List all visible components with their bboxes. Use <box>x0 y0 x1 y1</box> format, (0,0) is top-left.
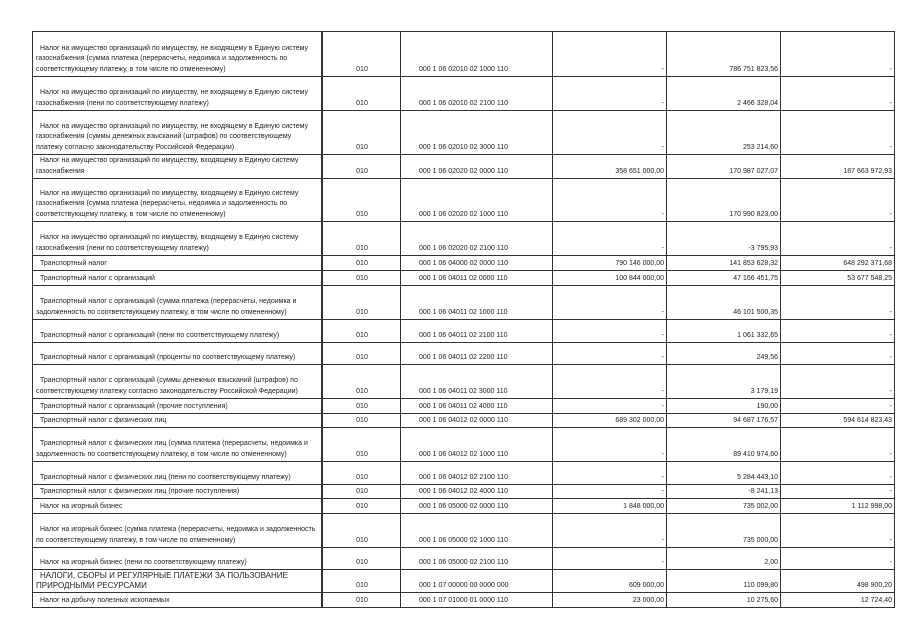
row-description: Транспортный налог с организаций (пени по соответствующему платежу) <box>33 320 323 343</box>
row-budget-code: 000 1 06 02010 02 1000 110 <box>401 32 553 77</box>
table-row <box>33 428 895 462</box>
row-budget-code: 000 1 06 04012 02 4000 110 <box>401 485 553 499</box>
row-description: Транспортный налог <box>33 256 323 271</box>
row-executed-amount: 89 410 974,60 <box>667 428 781 462</box>
row-budget-code: 000 1 06 04000 02 0000 110 <box>401 256 553 271</box>
row-executed-amount: 2 466 328,04 <box>667 77 781 111</box>
table-row <box>33 485 895 499</box>
row-executed-amount: 2,00 <box>667 548 781 570</box>
row-executed-amount: -8 241,13 <box>667 485 781 499</box>
table-row <box>33 32 895 77</box>
row-code: 010 <box>322 428 401 462</box>
row-approved-amount: - <box>553 514 667 548</box>
row-code: 010 <box>322 514 401 548</box>
table-row <box>33 222 895 256</box>
row-description: Транспортный налог с физических лиц <box>33 414 323 428</box>
row-budget-code: 000 1 06 04011 02 2200 110 <box>401 343 553 365</box>
row-executed-amount: 47 166 451,75 <box>667 271 781 286</box>
row-budget-code: 000 1 06 05000 02 2100 110 <box>401 548 553 570</box>
row-approved-amount: 100 844 000,00 <box>553 271 667 286</box>
row-description: Транспортный налог с организаций (суммы денежных взысканий (штрафов) по соответствующему платежу согласно законодательству Российской Федерации) <box>33 365 323 399</box>
row-unexecuted-amount: - <box>781 428 895 462</box>
row-unexecuted-amount: 1 112 998,00 <box>781 499 895 514</box>
row-description: Транспортный налог с организаций (сумма платежа (перерасчеты, недоимка и задолженность по соответствующему платежу, в том числе по отмененному) <box>33 286 323 320</box>
row-unexecuted-amount: - <box>781 399 895 414</box>
row-approved-amount: - <box>553 548 667 570</box>
row-executed-amount: 735 002,00 <box>667 499 781 514</box>
row-budget-code: 000 1 06 04012 02 1000 110 <box>401 428 553 462</box>
row-code: 010 <box>322 365 401 399</box>
row-code: 010 <box>322 414 401 428</box>
row-executed-amount: 94 687 176,57 <box>667 414 781 428</box>
row-unexecuted-amount: - <box>781 485 895 499</box>
table-row <box>33 286 895 320</box>
row-unexecuted-amount: 648 292 371,68 <box>781 256 895 271</box>
row-approved-amount: - <box>553 462 667 485</box>
row-code: 010 <box>322 499 401 514</box>
row-code: 010 <box>322 155 401 179</box>
row-budget-code: 000 1 07 00000 00 0000 000 <box>401 570 553 593</box>
row-approved-amount: - <box>553 485 667 499</box>
row-approved-amount: 609 000,00 <box>553 570 667 593</box>
row-executed-amount: 1 061 332,65 <box>667 320 781 343</box>
row-approved-amount: 790 146 000,00 <box>553 256 667 271</box>
row-executed-amount: 170 990 823,00 <box>667 179 781 222</box>
table-row <box>33 570 895 593</box>
table-row <box>33 593 895 608</box>
row-executed-amount: 735 000,00 <box>667 514 781 548</box>
table-row <box>33 365 895 399</box>
row-description: Налог на игорный бизнес <box>33 499 323 514</box>
row-budget-code: 000 1 06 05000 02 0000 110 <box>401 499 553 514</box>
row-unexecuted-amount: - <box>781 32 895 77</box>
table-row <box>33 320 895 343</box>
table-row <box>33 414 895 428</box>
row-description: Налог на имущество организаций по имуществу, входящему в Единую систему газоснабжения <box>33 155 323 179</box>
row-description: Налог на имущество организаций по имуществу, не входящему в Единую систему газоснабжения (суммы денежных взысканий (штрафов) по соответствующему платежу согласно законодательству Российской Федерации) <box>33 111 323 155</box>
row-description: Налог на игорный бизнес (пени по соответствующему платежу) <box>33 548 323 570</box>
row-unexecuted-amount: 594 614 823,43 <box>781 414 895 428</box>
row-budget-code: 000 1 06 02010 02 2100 110 <box>401 77 553 111</box>
row-approved-amount: - <box>553 320 667 343</box>
row-unexecuted-amount: - <box>781 365 895 399</box>
table-row <box>33 77 895 111</box>
table-row <box>33 514 895 548</box>
row-code: 010 <box>322 593 401 608</box>
table-row <box>33 256 895 271</box>
row-budget-code: 000 1 06 05000 02 1000 110 <box>401 514 553 548</box>
row-executed-amount: 141 853 628,32 <box>667 256 781 271</box>
row-description: Транспортный налог с организаций (прочие поступления) <box>33 399 323 414</box>
row-budget-code: 000 1 06 04012 02 0000 110 <box>401 414 553 428</box>
row-budget-code: 000 1 07 01000 01 0000 110 <box>401 593 553 608</box>
row-description: Налог на имущество организаций по имуществу, не входящему в Единую систему газоснабжения (сумма платежа (перерасчеты, недоимка и задолженность по соответствующему платежу, в том числе по отмененному) <box>33 32 323 77</box>
row-budget-code: 000 1 06 02020 02 0000 110 <box>401 155 553 179</box>
row-unexecuted-amount: - <box>781 514 895 548</box>
row-unexecuted-amount: - <box>781 462 895 485</box>
row-unexecuted-amount: - <box>781 111 895 155</box>
row-budget-code: 000 1 06 02010 02 3000 110 <box>401 111 553 155</box>
row-unexecuted-amount: 12 724,40 <box>781 593 895 608</box>
row-code: 010 <box>322 286 401 320</box>
row-executed-amount: 10 275,60 <box>667 593 781 608</box>
row-executed-amount: 110 099,80 <box>667 570 781 593</box>
row-code: 010 <box>322 256 401 271</box>
row-unexecuted-amount: - <box>781 343 895 365</box>
row-code: 010 <box>322 111 401 155</box>
row-approved-amount: - <box>553 179 667 222</box>
row-description: НАЛОГИ, СБОРЫ И РЕГУЛЯРНЫЕ ПЛАТЕЖИ ЗА ПОЛЬЗОВАНИЕ ПРИРОДНЫМИ РЕСУРСАМИ <box>33 570 323 593</box>
table-row <box>33 155 895 179</box>
row-unexecuted-amount: - <box>781 77 895 111</box>
row-approved-amount: - <box>553 343 667 365</box>
row-description: Налог на добычу полезных ископаемых <box>33 593 323 608</box>
row-description: Налог на имущество организаций по имуществу, входящему в Единую систему газоснабжения (пени по соответствующему платежу) <box>33 222 323 256</box>
row-approved-amount: 23 000,00 <box>553 593 667 608</box>
row-budget-code: 000 1 06 04011 02 3000 110 <box>401 365 553 399</box>
row-approved-amount: - <box>553 77 667 111</box>
row-code: 010 <box>322 77 401 111</box>
row-code: 010 <box>322 271 401 286</box>
row-approved-amount: 1 848 000,00 <box>553 499 667 514</box>
row-code: 010 <box>322 343 401 365</box>
row-code: 010 <box>322 179 401 222</box>
row-unexecuted-amount: - <box>781 548 895 570</box>
row-executed-amount: 46 101 500,35 <box>667 286 781 320</box>
row-description: Транспортный налог с физических лиц (пени по соответствующему платежу) <box>33 462 323 485</box>
table-row <box>33 179 895 222</box>
row-unexecuted-amount: - <box>781 222 895 256</box>
row-approved-amount: - <box>553 428 667 462</box>
row-description: Транспортный налог с организаций <box>33 271 323 286</box>
table-row <box>33 548 895 570</box>
row-approved-amount: - <box>553 365 667 399</box>
row-unexecuted-amount: - <box>781 179 895 222</box>
row-unexecuted-amount: - <box>781 286 895 320</box>
row-executed-amount: 253 214,60 <box>667 111 781 155</box>
row-approved-amount: - <box>553 399 667 414</box>
row-unexecuted-amount: 187 663 972,93 <box>781 155 895 179</box>
row-unexecuted-amount: 498 900,20 <box>781 570 895 593</box>
row-budget-code: 000 1 06 04011 02 1000 110 <box>401 286 553 320</box>
row-description: Транспортный налог с физических лиц (прочие поступления) <box>33 485 323 499</box>
table-row <box>33 399 895 414</box>
row-approved-amount: 689 302 000,00 <box>553 414 667 428</box>
budget-revenue-table <box>32 31 895 608</box>
row-budget-code: 000 1 06 04011 02 2100 110 <box>401 320 553 343</box>
row-code: 010 <box>322 485 401 499</box>
row-description: Транспортный налог с физических лиц (сумма платежа (перерасчеты, недоимка и задолженность по соответствующему платежу, в том числе по отмененному) <box>33 428 323 462</box>
row-unexecuted-amount: - <box>781 320 895 343</box>
row-approved-amount: - <box>553 222 667 256</box>
row-executed-amount: 249,56 <box>667 343 781 365</box>
row-executed-amount: 786 751 823,56 <box>667 32 781 77</box>
row-budget-code: 000 1 06 02020 02 2100 110 <box>401 222 553 256</box>
row-approved-amount: - <box>553 286 667 320</box>
table-row <box>33 499 895 514</box>
row-unexecuted-amount: 53 677 548,25 <box>781 271 895 286</box>
table-row <box>33 462 895 485</box>
row-description: Налог на игорный бизнес (сумма платежа (перерасчеты, недоимка и задолженность по соответствующему платежу, в том числе по отмененному) <box>33 514 323 548</box>
row-description: Налог на имущество организаций по имуществу, входящему в Единую систему газоснабжения (сумма платежа (перерасчеты, недоимка и задолженность по соответствующему платежу, в том числе по отмененному) <box>33 179 323 222</box>
row-code: 010 <box>322 570 401 593</box>
row-approved-amount: 358 651 000,00 <box>553 155 667 179</box>
row-executed-amount: 5 284 443,10 <box>667 462 781 485</box>
table-row <box>33 111 895 155</box>
row-code: 010 <box>322 222 401 256</box>
row-approved-amount: - <box>553 32 667 77</box>
row-executed-amount: 170 987 027,07 <box>667 155 781 179</box>
row-approved-amount: - <box>553 111 667 155</box>
row-code: 010 <box>322 32 401 77</box>
table-row <box>33 271 895 286</box>
table-row <box>33 343 895 365</box>
row-code: 010 <box>322 548 401 570</box>
row-description: Транспортный налог с организаций (проценты по соответствующему платежу) <box>33 343 323 365</box>
row-budget-code: 000 1 06 02020 02 1000 110 <box>401 179 553 222</box>
row-budget-code: 000 1 06 04012 02 2100 110 <box>401 462 553 485</box>
row-budget-code: 000 1 06 04011 02 4000 110 <box>401 399 553 414</box>
row-executed-amount: -3 795,93 <box>667 222 781 256</box>
row-code: 010 <box>322 320 401 343</box>
row-executed-amount: 190,00 <box>667 399 781 414</box>
row-description: Налог на имущество организаций по имуществу, не входящему в Единую систему газоснабжения (пени по соответствующему платежу) <box>33 77 323 111</box>
row-executed-amount: 3 179,19 <box>667 365 781 399</box>
row-code: 010 <box>322 462 401 485</box>
row-code: 010 <box>322 399 401 414</box>
row-budget-code: 000 1 06 04011 02 0000 110 <box>401 271 553 286</box>
